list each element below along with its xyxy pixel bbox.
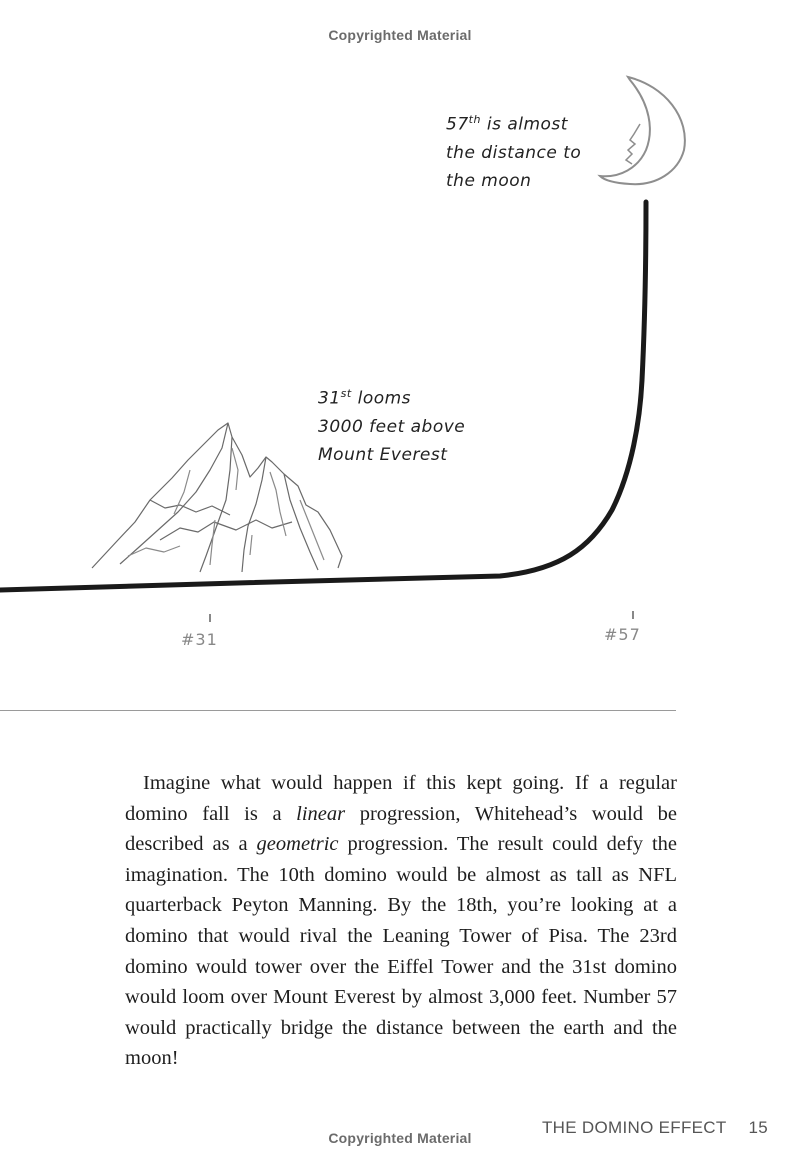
tick-label-57: #57 xyxy=(604,625,641,644)
emphasis-linear: linear xyxy=(296,802,346,825)
everest-note-line2: 3000 feet above xyxy=(318,416,466,437)
everest-annotation xyxy=(318,380,465,469)
everest-note-ordinal: st xyxy=(340,387,352,400)
body-text-part1: Imagine what would happen if this kept going. If a regular domino fall is a xyxy=(125,772,677,825)
moon-annotation xyxy=(446,106,581,195)
moon-icon xyxy=(600,77,685,184)
page-number: 15 xyxy=(748,1118,769,1137)
mountain-icon xyxy=(92,423,342,572)
moon-note-line1-rest: is almost xyxy=(480,114,568,135)
copyright-watermark-top: Copyrighted Material xyxy=(328,27,472,43)
emphasis-geometric: geometric xyxy=(256,833,339,856)
running-title: THE DOMINO EFFECT xyxy=(542,1118,727,1137)
everest-note-line3: Mount Everest xyxy=(318,444,448,465)
everest-note-number: 31 xyxy=(318,388,341,409)
growth-curve-illustration xyxy=(0,60,800,660)
moon-note-line3: the moon xyxy=(446,170,532,191)
copyright-watermark-bottom: Copyrighted Material xyxy=(328,1130,472,1146)
body-text-part3: progression. The result could defy the imagination. The 10th domino would be almost as tall as NFL quarterback Peyton Manning. By the 18th, you’re looking at a domino that would rival the Leaning Tower of Pisa. The 23rd domino would tower over the Eiffel Tower and the 31st domino would loom over Mount Everest by almost 3,000 feet. Number 57 would practically bridge the distance between the earth and the moon! xyxy=(125,833,677,1070)
tick-label-31: #31 xyxy=(181,630,218,649)
moon-note-ordinal: th xyxy=(468,113,481,126)
body-paragraph xyxy=(125,768,677,1074)
body-text-part2: progression, Whitehead’s would be described as a xyxy=(125,802,678,856)
moon-note-number: 57 xyxy=(446,114,469,135)
everest-note-line1-rest: looms xyxy=(351,388,412,409)
moon-note-line2: the distance to xyxy=(446,142,582,163)
section-divider xyxy=(0,710,676,711)
